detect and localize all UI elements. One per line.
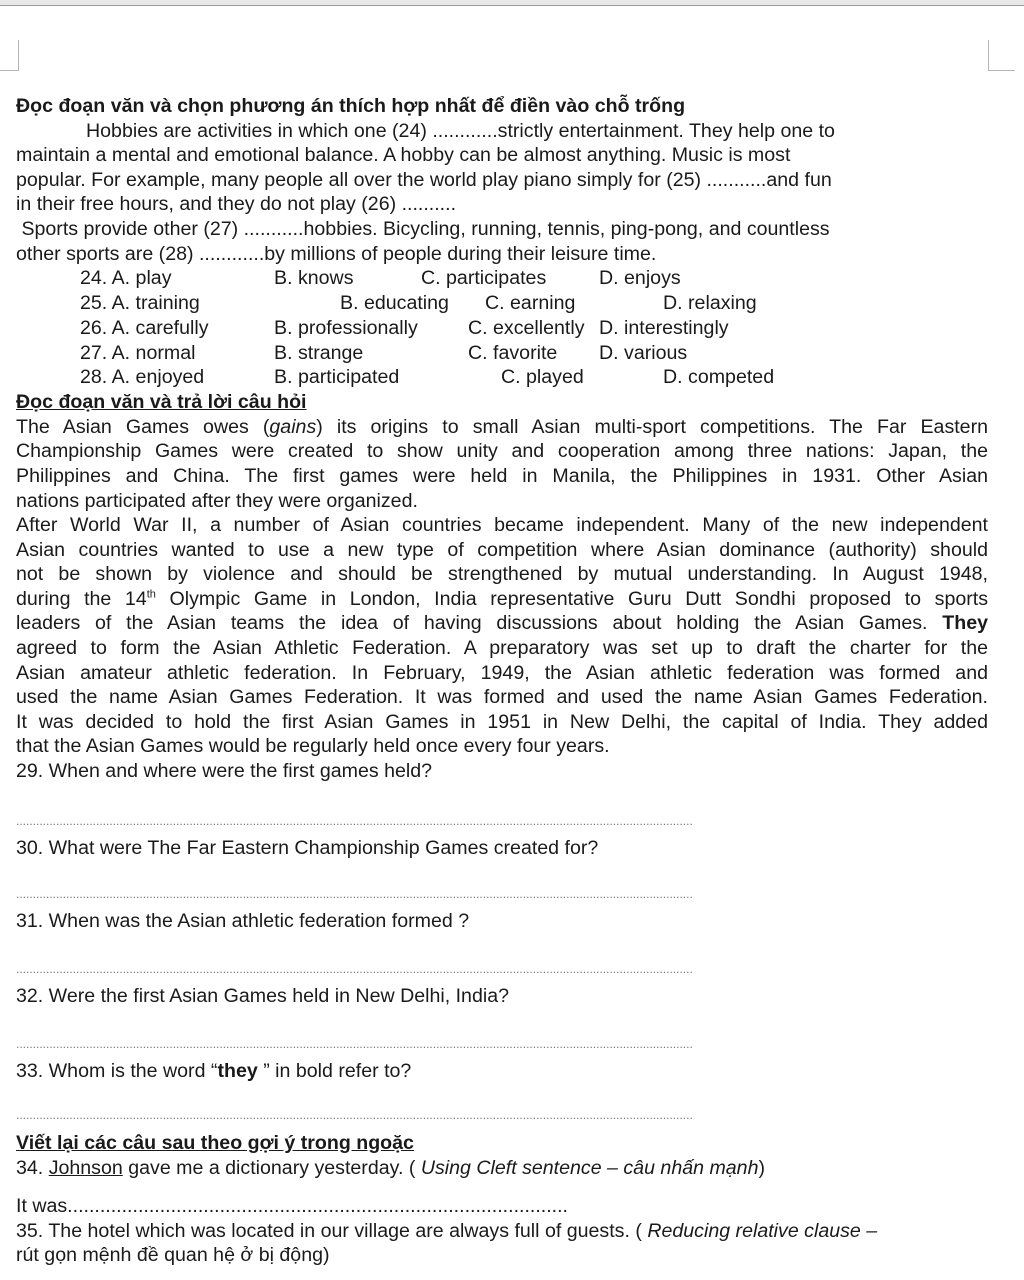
crop-mark-right	[988, 40, 1015, 71]
passage2-line: After World War II, a number of Asian countries became independent. Many of the new independent	[16, 514, 988, 537]
passage2-line: Asian countries wanted to use a new type of competition where Asian dominance (authority) should	[16, 538, 988, 561]
passage2-line: Championship Games were created to show unity and cooperation among three nations: Japan, the	[16, 440, 988, 463]
passage1-line: maintain a mental and emotional balance. A hobby can be almost anything. Music is most	[16, 144, 791, 167]
option-c: C. earning	[485, 291, 576, 314]
option-d: D. competed	[663, 366, 775, 389]
passage2-line: agreed to form the Asian Athletic Federation. A preparatory was set up to draft the charter for the	[16, 637, 988, 660]
option-b: B. educating	[340, 291, 449, 314]
option-b: B. strange	[274, 341, 364, 364]
question-32: 32. Were the first Asian Games held in New Delhi, India?	[16, 985, 509, 1008]
passage1-line: in their free hours, and they do not play (26) ..........	[16, 193, 457, 216]
option-row-28	[16, 365, 988, 390]
option-d: D. relaxing	[663, 291, 757, 314]
option-b: B. participated	[274, 366, 400, 389]
option-a: 28. A. enjoyed	[80, 366, 205, 389]
crop-mark-left	[0, 40, 19, 71]
question-31: 31. When was the Asian athletic federation formed ?	[16, 910, 470, 933]
option-a: 27. A. normal	[80, 341, 196, 364]
question-34: 34. Johnson gave me a dictionary yesterday. ( Using Cleft sentence – câu nhấn mạnh)	[16, 1156, 766, 1179]
section1-heading: Đọc đoạn văn và chọn phương án thích hợp nhất để điền vào chỗ trống	[16, 95, 686, 117]
option-a: 24. A. play	[80, 267, 172, 290]
answer-line-29[interactable]: ...........................................................................................................................................................................................................	[16, 814, 693, 829]
option-a: 26. A. carefully	[80, 316, 209, 339]
question-35: 35. The hotel which was located in our village are always full of guests. ( Reducing relative clause –	[16, 1219, 878, 1242]
section2-heading: Đọc đoạn văn và trả lời câu hỏi	[16, 391, 307, 414]
option-d: D. various	[599, 341, 688, 364]
spacer	[16, 1180, 988, 1194]
passage2-line: The Asian Games owes (gains) its origins to small Asian multi-sport competitions. The Far Eastern	[16, 415, 988, 438]
answer-line-31[interactable]: ...........................................................................................................................................................................................................	[16, 962, 693, 977]
passage2-line: It was decided to hold the first Asian Games in 1951 in New Delhi, the capital of India. They added	[16, 710, 988, 733]
option-c: C. excellently	[468, 316, 585, 339]
answer-line-33[interactable]: ...........................................................................................................................................................................................................	[16, 1108, 693, 1123]
passage2-line: that the Asian Games would be regularly held once every four years.	[16, 735, 610, 758]
question-35-cont: rút gọn mệnh đề quan hệ ở bị động)	[16, 1244, 330, 1267]
answer-line-34[interactable]: It was............................................................................................	[16, 1195, 569, 1218]
passage1-line: Sports provide other (27) ...........hobbies. Bicycling, running, tennis, ping-pong, and countless	[16, 217, 830, 240]
option-row-26	[16, 316, 988, 341]
option-row-25	[16, 291, 988, 316]
option-b: B. knows	[274, 267, 354, 290]
passage2-line: Asian amateur athletic federation. In February, 1949, the Asian athletic federation was formed and	[16, 661, 988, 684]
passage2-line: leaders of the Asian teams the idea of having discussions about holding the Asian Games. They	[16, 612, 988, 635]
question-30: 30. What were The Far Eastern Championship Games created for?	[16, 837, 599, 860]
passage1-line: popular. For example, many people all over the world play piano simply for (25) ...........and fun	[16, 168, 832, 191]
option-c: C. played	[501, 366, 584, 389]
option-d: D. enjoys	[599, 267, 681, 290]
passage2-line: nations participated after they were organized.	[16, 489, 418, 512]
passage2-line: not be shown by violence and should be strengthened by mutual understanding. In August 1948,	[16, 563, 988, 586]
option-d: D. interestingly	[599, 316, 729, 339]
option-row-27	[16, 341, 988, 366]
passage2-line: during the 14th Olympic Game in London, India representative Guru Dutt Sondhi proposed to sports	[16, 587, 989, 610]
passage1-line: Hobbies are activities in which one (24) ............strictly entertainment. They help one to	[86, 119, 835, 142]
window-top-border	[0, 0, 1024, 6]
option-c: C. participates	[421, 267, 547, 290]
passage2-line: used the name Asian Games Federation. It was formed and used the name Asian Games Federation.	[16, 686, 988, 709]
passage2-line: Philippines and China. The first games were held in Manila, the Philippines in 1931. Other Asian	[16, 464, 988, 487]
option-c: C. favorite	[468, 341, 558, 364]
question-33: 33. Whom is the word “they ” in bold refer to?	[16, 1060, 412, 1083]
question-29: 29. When and where were the first games held?	[16, 760, 433, 783]
answer-line-30[interactable]: ...........................................................................................................................................................................................................	[16, 887, 693, 902]
document-page	[16, 94, 988, 1268]
answer-line-32[interactable]: ...........................................................................................................................................................................................................	[16, 1037, 693, 1052]
option-row-24	[16, 266, 988, 291]
passage1-line: other sports are (28) ............by millions of people during their leisure time.	[16, 242, 657, 265]
option-a: 25. A. training	[80, 291, 200, 314]
option-b: B. professionally	[274, 316, 418, 339]
section3-heading: Viết lại các câu sau theo gợi ý trong ngoặc	[16, 1132, 414, 1155]
